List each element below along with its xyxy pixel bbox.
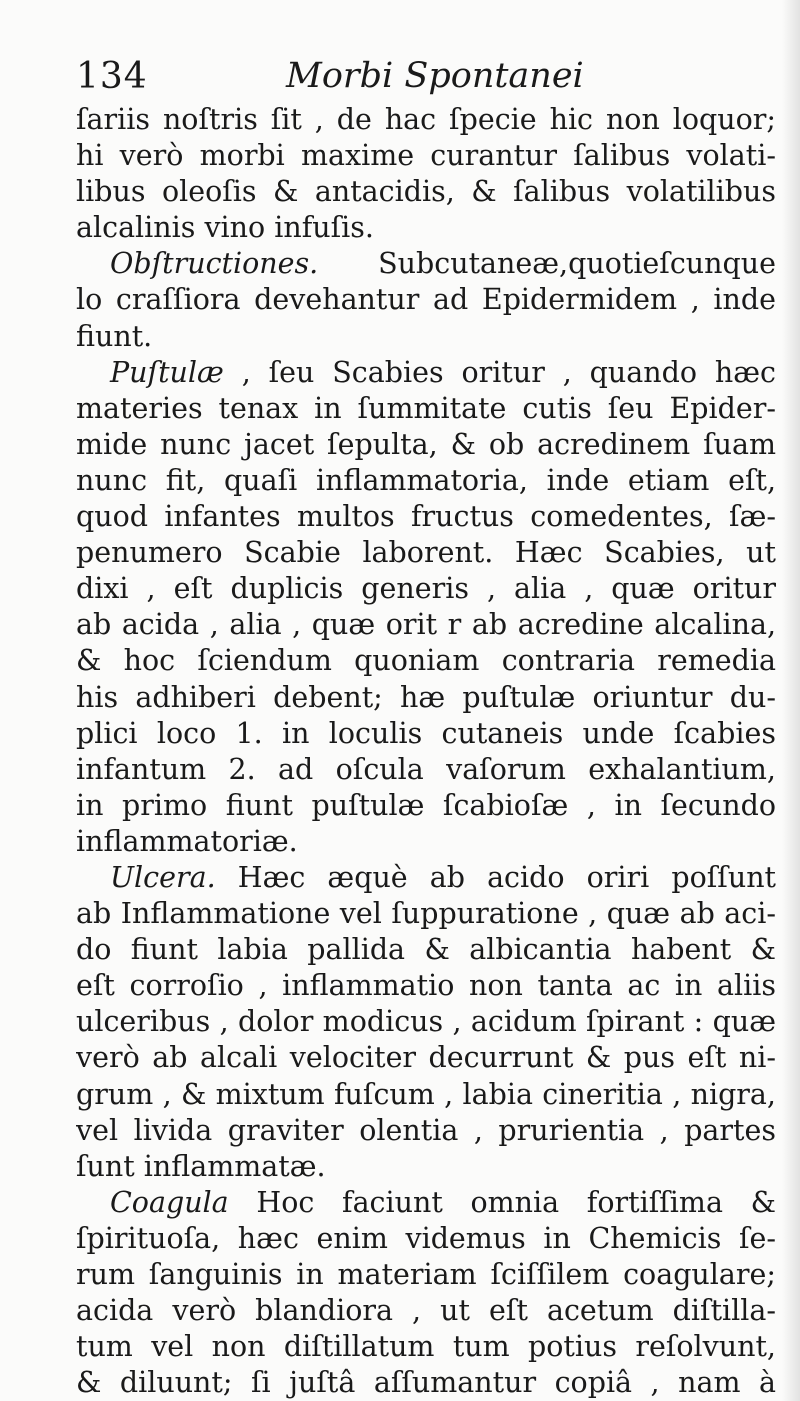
text-line: verò ab alcali velociter decurrunt & pus eſt ni- — [76, 1041, 776, 1075]
text-line — [76, 860, 776, 896]
page-edge-shadow — [782, 0, 800, 1401]
paragraph-heading: Ulcera. — [110, 860, 216, 894]
text-line: his adhiberi debent; hæ puſtulæ oriuntur du- — [76, 680, 776, 714]
text-line: materies tenax in ſummitate cutis ſeu Epider- — [76, 391, 776, 425]
text-line: grum , & mixtum fuſcum , labia cineritia , nigra, — [76, 1077, 776, 1111]
text-run: , ſeu Scabies oritur , quando hæc — [241, 355, 776, 389]
text-line: ſunt inflammatæ. — [76, 1149, 326, 1183]
text-line: plici loco 1. in loculis cutaneis unde ſcabies — [76, 716, 776, 750]
text-line: libus oleoſis & antacidis, & ſalibus volatilibus — [76, 175, 776, 209]
text-line — [76, 355, 776, 391]
text-line: quod infantes multos fructus comedentes, ſæ- — [76, 500, 776, 534]
text-line: acida verò blandiora , ut eſt acetum diſtilla- — [76, 1294, 776, 1328]
text-line: ab Inflammatione vel ſuppuratione , quæ ab aci- — [76, 897, 776, 931]
text-line: infantum 2. ad oſcula vaſorum exhalantium, — [76, 752, 776, 786]
text-line: & diluunt; ſi juſtâ aſſumantur copiâ , nam à — [76, 1366, 776, 1400]
text-line: alcalinis vino infuſis. — [76, 211, 374, 245]
text-line: ulceribus , dolor modicus , acidum ſpirant : quæ — [76, 1005, 776, 1039]
text-line: ſpirituoſa, hæc enim videmus in Chemicis ſe- — [76, 1221, 776, 1255]
text-line: tum vel non diſtillatum tum potius reſolvunt, — [76, 1330, 776, 1364]
text-run: Hæc æquè ab acido oriri poſſunt — [237, 860, 776, 894]
text-run: Subcutaneæ,quotieſcunque — [378, 247, 776, 281]
text-run: Hoc faciunt omnia fortiſſima & — [256, 1185, 776, 1219]
text-line: do fiunt labia pallida & albicantia habent & — [76, 933, 776, 967]
text-line — [76, 246, 776, 282]
body-text — [76, 102, 776, 1401]
text-line — [76, 1185, 776, 1221]
text-line: inflammatoriæ. — [76, 824, 298, 858]
paragraph-heading: Puſtulæ — [110, 355, 224, 389]
text-line: & hoc ſciendum quoniam contraria remedia — [76, 644, 776, 678]
running-head — [76, 52, 776, 102]
text-line: in primo fiunt puſtulæ ſcabioſæ , in ſecundo — [76, 788, 776, 822]
text-line: mide nunc jacet ſepulta, & ob acredinem ſuam — [76, 427, 776, 461]
text-line: hi verò morbi maxime curantur ſalibus volati- — [76, 139, 776, 173]
text-line: vel livida graviter olentia , prurientia , partes — [76, 1113, 776, 1147]
text-line: ab acida , alia , quæ orit r ab acredine alcalina, — [76, 608, 776, 642]
text-line: nunc fit, quaſi inflammatoria, inde etiam eſt, — [76, 463, 776, 497]
paragraph-heading: Obſtructiones. — [110, 247, 319, 281]
text-line: penumero Scabie laborent. Hæc Scabies, ut — [76, 536, 776, 570]
text-line: eſt corroſio , inflammatio non tanta ac in aliis — [76, 969, 776, 1003]
text-line: rum ſanguinis in materiam ſciſſilem coagulare; — [76, 1258, 776, 1291]
paragraph-heading: Coagula — [110, 1185, 229, 1219]
text-line: ſariis noſtris ſit , de hac ſpecie hic non loquor; — [76, 103, 776, 136]
text-line: dixi , eſt duplicis generis , alia , quæ oritur — [76, 572, 776, 606]
running-title: Morbi Spontanei — [286, 56, 584, 96]
text-line: fiunt. — [76, 319, 153, 353]
page-number: 134 — [76, 56, 148, 97]
text-line: lo craſſiora devehantur ad Epidermidem , inde — [76, 283, 776, 317]
